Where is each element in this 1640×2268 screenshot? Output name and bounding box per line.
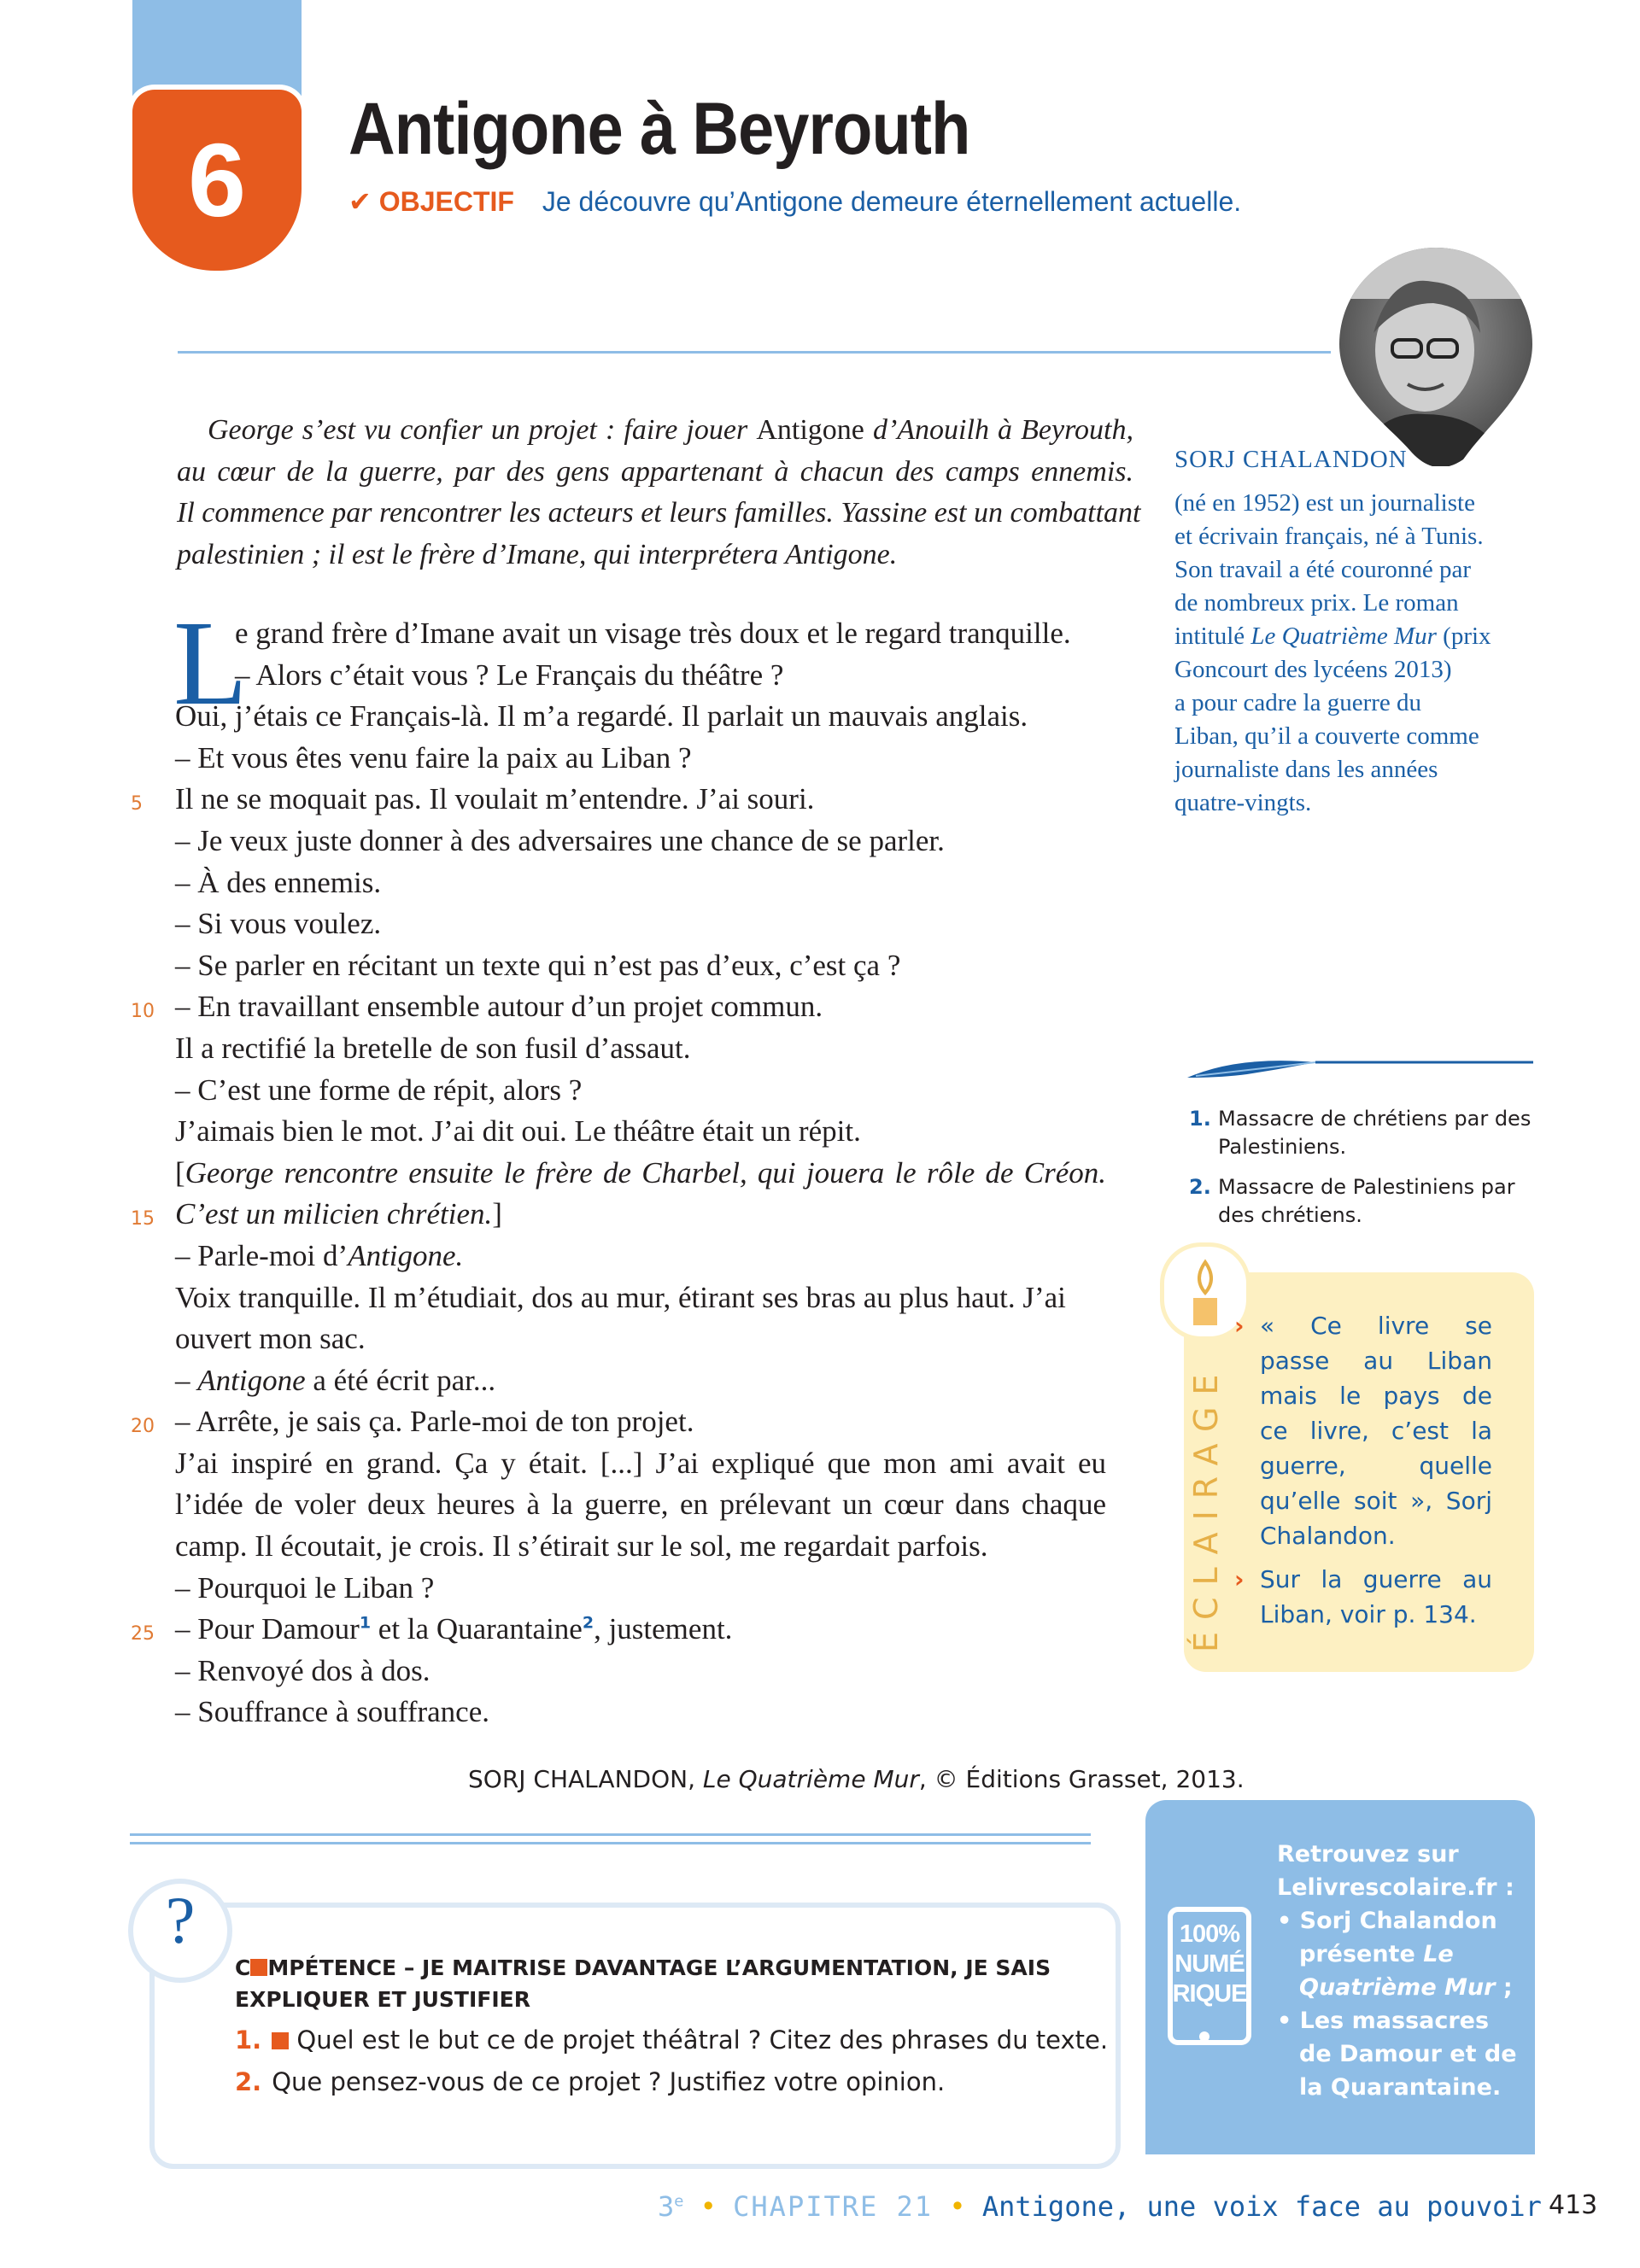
text-line: [George rencontre ensuite le frère de Charbel, qui jouera le rôle de Créon. [175, 1155, 1106, 1190]
footnote: 2. Massacre de Palestiniens par des chrétiens. [1189, 1175, 1515, 1227]
text-line: – À des ennemis. [175, 865, 382, 899]
footnote: 1. Massacre de chrétiens par des Palestiniens. [1189, 1107, 1532, 1159]
resource-link[interactable]: • Sorj Chalandon [1277, 1908, 1497, 1934]
quill-icon [1187, 1049, 1533, 1084]
text-line: – Parle-moi d’Antigone. [175, 1238, 464, 1272]
footnotes [1189, 1105, 1539, 1242]
text-line: – Je veux juste donner à des adversaires une chance de se parler. [175, 823, 945, 857]
grade-level: 3e [658, 2190, 684, 2223]
section-divider [130, 1842, 1091, 1844]
source-citation: SORJ CHALANDON, Le Quatrième Mur, © Éditions Grasset, 2013. [468, 1765, 1245, 1793]
competence-title: C MPÉTENCE – JE MAITRISE DAVANTAGE L’ARGUMENTATION, JE SAIS EXPLIQUER ET JUSTIFIER [235, 1955, 1051, 2012]
line-number: 15 [131, 1208, 155, 1230]
objective-label: OBJECTIF [378, 186, 514, 217]
numerique-badge: 100% NUMÉ RIQUE [1172, 1920, 1247, 2008]
text-line: – Se parler en récitant un texte qui n’est pas d’eux, c’est ça ? [175, 948, 901, 982]
chapter-number: 6 [188, 122, 246, 238]
page-number: 413 [1549, 2190, 1598, 2220]
text-line: 15 C’est un milicien chrétien.] [175, 1194, 1106, 1236]
text-line: – Et vous êtes venu faire la paix au Liban ? [175, 740, 692, 775]
text-line: ouvert mon sac. [175, 1322, 366, 1356]
text-line: – Renvoyé dos à dos. [175, 1653, 430, 1687]
question-1: 1. Quel est le but ce de projet théâtral ? Citez des phrases du texte. [235, 2025, 1109, 2055]
footnote-ref: 1 [359, 1613, 372, 1633]
question-2: 2. Que pensez-vous de ce projet ? Justifiez votre opinion. [235, 2067, 946, 2096]
main-text [131, 613, 1106, 1733]
eclairage-item: › Sur la guerre au Liban, voir p. 134. [1260, 1562, 1492, 1632]
eclairage-item: › « Ce livre se passe au Liban mais le pays de ce livre, c’est la guerre, quelle qu’elle soit », Sorj Chalandon. [1260, 1308, 1492, 1553]
footnote-ref: 2 [582, 1613, 594, 1633]
author-portrait [1339, 248, 1532, 466]
objective [348, 185, 1241, 218]
text-line: Oui, j’étais ce Français-là. Il m’a regardé. Il parlait un mauvais anglais. [175, 699, 1028, 734]
text-line: – Alors c’était vous ? Le Français du théâtre ? [235, 658, 784, 692]
text-line: Il a rectifié la bretelle de son fusil d’assaut. [175, 1031, 691, 1065]
arrow-icon: › [1234, 1565, 1245, 1593]
page-title: Antigone à Beyrouth [348, 88, 970, 170]
text-line: camp. Il écoutait, je crois. Il s’étirait sur le sol, me regardait parfois. [175, 1529, 988, 1564]
bullet-icon: • [700, 2190, 717, 2223]
text-line: J’aimais bien le mot. J’ai dit oui. Le théâtre était un répit. [175, 1114, 861, 1149]
square-icon [250, 1959, 267, 1976]
chapter-label: CHAPITRE 21 [733, 2190, 934, 2223]
intro-paragraph: George s’est vu confier un projet : faire jouer Antigone d’Anouilh à Beyrouth, au cœur de la guerre, par des gens appartenant à chacun des camps ennemis. Il commence par rencontrer les acteurs et leurs familles. Yassine est un combattant palestinien ; il est le frère d’Imane, qui interprétera Antigone. [177, 414, 1141, 570]
eclairage-text [1234, 1308, 1492, 1640]
text-line: J’ai inspiré en grand. Ça y était. [...] J’ai expliqué que mon ami avait eu [175, 1446, 1106, 1480]
text-line: – Souffrance à souffrance. [175, 1695, 489, 1729]
author-name: SORJ CHALANDON [1174, 446, 1408, 473]
resource-link[interactable]: • Les massacres [1277, 2008, 1490, 2034]
question-mark-icon: ? [165, 1883, 196, 1957]
text-line: – C’est une forme de répit, alors ? [175, 1073, 583, 1107]
line-number: 5 [131, 793, 143, 815]
text-line: l’idée de voler deux heures à la guerre, en prélevant un cœur dans chaque [175, 1488, 1106, 1522]
section-divider [130, 1833, 1091, 1836]
drop-cap: L [173, 595, 248, 730]
text-line: 5 Il ne se moquait pas. Il voulait m’entendre. J’ai souri. [175, 779, 1106, 821]
line-number: 20 [131, 1416, 155, 1438]
numerique-text: Retrouvez sur Lelivrescolaire.fr : • Sorj Chalandon présente Le Quatrième Mur ; • Les massacres de Damour et de la Quarantaine. [1277, 1838, 1525, 2104]
phone-button-icon [1199, 2031, 1210, 2042]
page-footer [658, 2190, 1597, 2223]
line-number: 25 [131, 1623, 155, 1645]
chapter-title: Antigone, une voix face au pouvoir [981, 2190, 1542, 2223]
text-line: Voix tranquille. Il m’étudiait, dos au mur, étirant ses bras au plus haut. J’ai [175, 1280, 1066, 1314]
text-line: 10 – En travaillant ensemble autour d’un projet commun. [175, 986, 1106, 1028]
bullet-icon: • [949, 2190, 966, 2223]
arrow-icon: › [1234, 1312, 1245, 1340]
text-line: e grand frère d’Imane avait un visage très doux et le regard tranquille. [235, 617, 1071, 650]
objective-text: Je découvre qu’Antigone demeure éternellement actuelle. [542, 186, 1242, 217]
text-line: – Pourquoi le Liban ? [175, 1570, 435, 1605]
author-bio: (né en 1952) est un journaliste et écrivain français, né à Tunis. Son travail a été couronné par de nombreux prix. Le roman intitulé Le Quatrième Mur (prix Goncourt des lycéens 2013) a pour cadre la guerre du Liban, qu’il a couverte comme journaliste dans les années quatre-vingts. [1174, 489, 1491, 816]
text-line: – Si vous voulez. [175, 907, 382, 941]
text-line: 25 – Pour Damour$^1$ et la Quarantaine$^2$, justement. [175, 1609, 1106, 1651]
book-title: Le Quatrième Mur [1250, 623, 1437, 650]
checkmark-icon: ✔ [348, 186, 372, 217]
header-color-bar [132, 0, 302, 102]
text-line: – Antigone a été écrit par... [175, 1363, 496, 1397]
website-link[interactable]: Lelivrescolaire.fr : [1277, 1874, 1514, 1901]
square-icon [272, 2032, 289, 2049]
line-number: 10 [131, 1001, 155, 1023]
text-line: 20 – Arrête, je sais ça. Parle-moi de ton projet. [175, 1401, 1106, 1443]
header-divider [178, 351, 1331, 354]
eclairage-label [1187, 1610, 1225, 1652]
